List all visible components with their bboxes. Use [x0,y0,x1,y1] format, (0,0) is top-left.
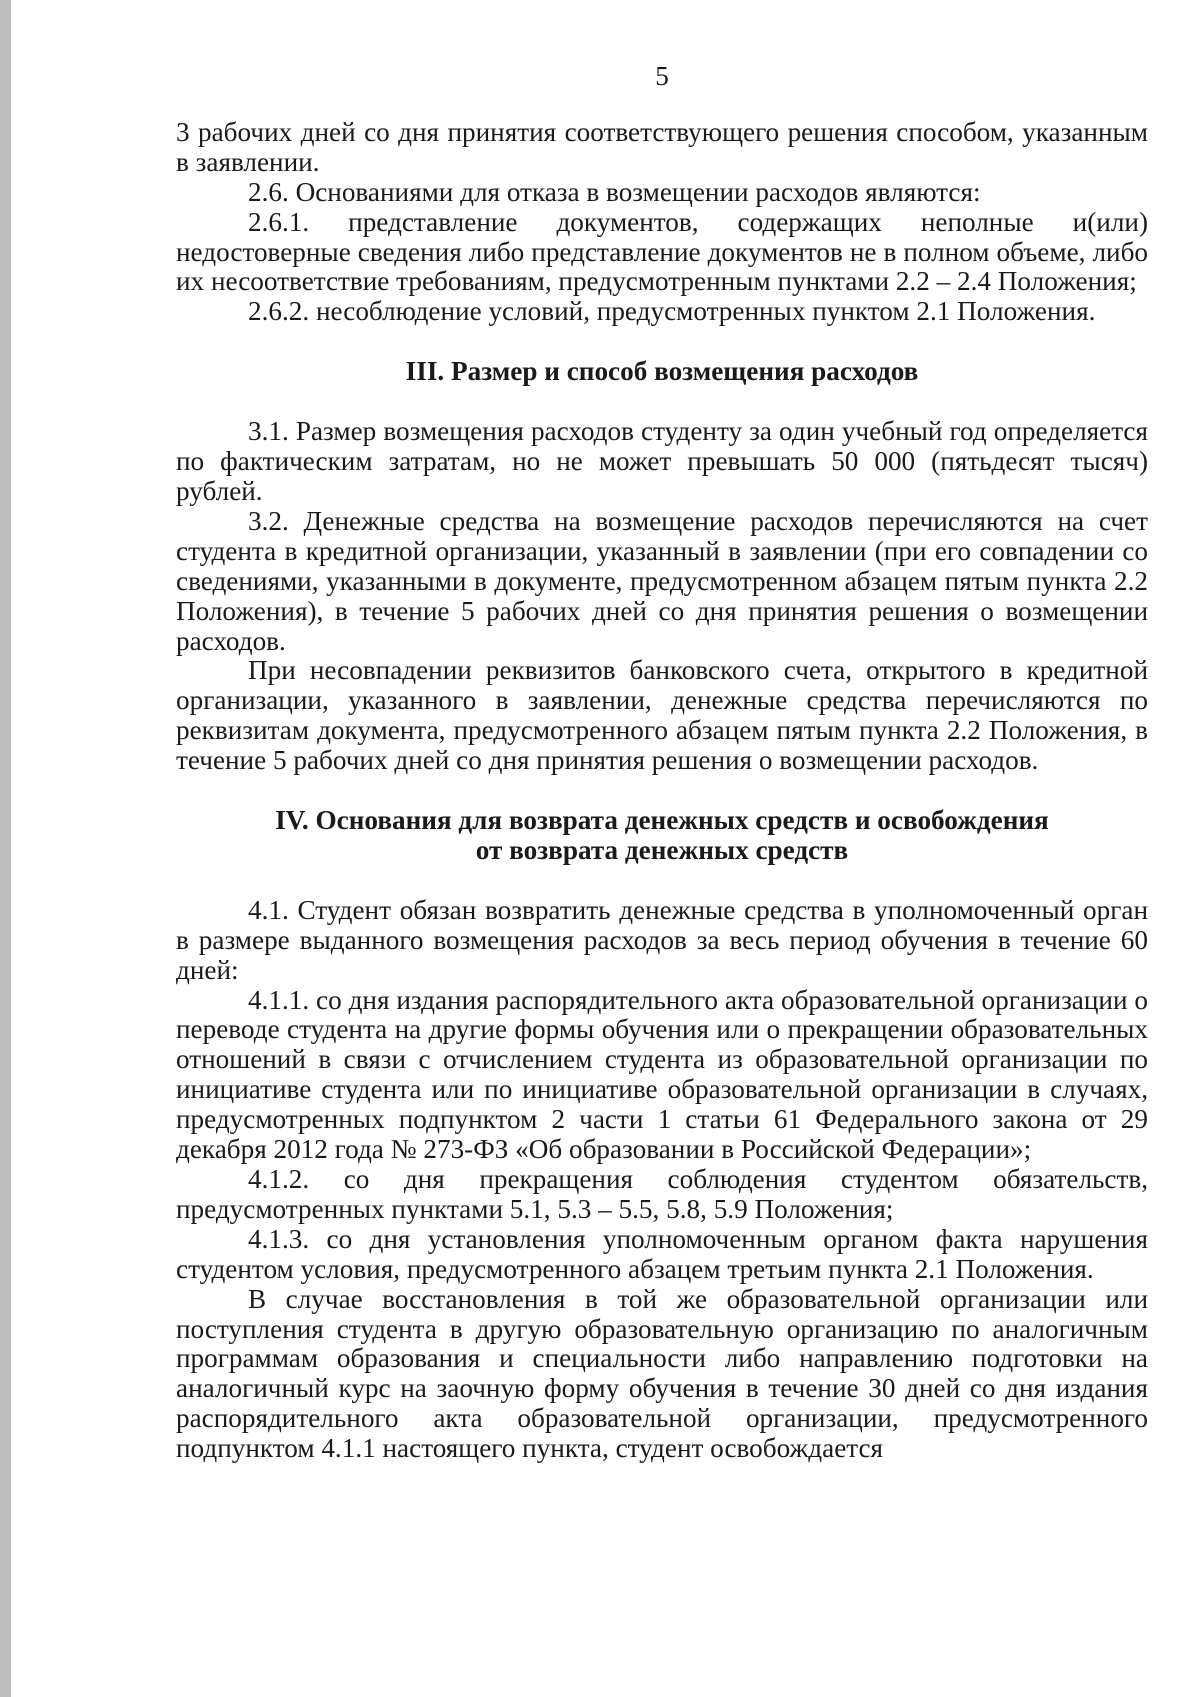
paragraph-2-6-1: 2.6.1. представление документов, содержащих неполные и(или) недостоверные сведения либо представление документов не в полном объеме, либо их несоответствие требованиям, предусмотренным пунктами 2.2 – 2.4 Положения; [176,206,1148,297]
paragraph-3-1: 3.1. Размер возмещения расходов студенту за один учебный год определяется по фактическим затратам, но не может превышать 50 000 (пятьдесят тысяч) рублей. [176,416,1148,506]
section-3-heading: III. Размер и способ возмещения расходов [405,356,919,387]
section-4-heading-line2: от возврата денежных средств [475,834,849,865]
spacer [176,866,1148,896]
section-4-heading-line1: IV. Основания для возврата денежных средств и освобождения [275,805,1049,836]
spacer [176,387,1148,417]
page-number: 5 [655,61,669,91]
spacer [176,776,1148,806]
spacer [176,327,1148,357]
paragraph-4-1: 4.1. Студент обязан возвратить денежные средства в уполномоченный орган в размере выданного возмещения расходов за весь период обучения в течение 60 дней: [176,894,1148,985]
section-4-heading [176,806,1148,866]
paragraph-4-1-2: 4.1.2. со дня прекращения соблюдения студентом обязательств, предусмотренных пунктами 5.1, 5.3 – 5.5, 5.8, 5.9 Положения; [176,1164,1148,1224]
paragraph-2-6: 2.6. Основаниями для отказа в возмещении расходов являются: [248,176,981,207]
paragraph-2-6-2: 2.6.2. несоблюдение условий, предусмотренных пунктом 2.1 Положения. [248,296,1096,327]
paragraph-3-2-mismatch: При несовпадении реквизитов банковского счета, открытого в кредитной организации, указанного в заявлении, денежные средства перечисляются по реквизитам документа, предусмотренного абзацем пятым пункта 2.2 Положения, в течение 5 рабочих дней со дня принятия решения о возмещении расходов. [176,655,1148,776]
paragraph-4-1-1: 4.1.1. со дня издания распорядительного акта образовательной организации о переводе студента на другие формы обучения или о прекращении образовательных отношений в связи с отчислением студента из образовательной организации по инициативе студента или по инициативе образовательной организации в случаях, предусмотренных подпунктом 2 части 1 статьи 61 Федерального закона от 29 декабря 2012 года № 273-ФЗ «Об образовании в Российской Федерации»; [176,984,1148,1165]
paragraph-4-1-3: 4.1.3. со дня установления уполномоченным органом факта нарушения студентом условия, предусмотренного абзацем третьим пункта 2.1 Положения. [176,1223,1148,1284]
paragraph-4-1-exemption: В случае восстановления в той же образовательной организации или поступления студента в другую образовательную организацию по аналогичным программам образования и специальности либо направлению подготовки на аналогичный курс на заочную форму обучения в течение 30 дней со дня издания распорядительного акта образовательной организации, предусмотренного подпунктом 4.1.1 настоящего пункта, студент освобождается [176,1283,1148,1464]
scan-left-edge [0,0,11,1697]
paragraph-3-2: 3.2. Денежные средства на возмещение расходов перечисляются на счет студента в кредитной организации, указанный в заявлении (при его совпадении со сведениями, указанными в документе, предусмотренном абзацем пятым пункта 2.2 Положения), в течение 5 рабочих дней со дня принятия решения о возмещении расходов. [176,505,1148,656]
document-page [176,62,1148,1464]
paragraph-2-5-tail: 3 рабочих дней со дня принятия соответствующего решения способом, указанным в заявлении. [176,116,1148,177]
